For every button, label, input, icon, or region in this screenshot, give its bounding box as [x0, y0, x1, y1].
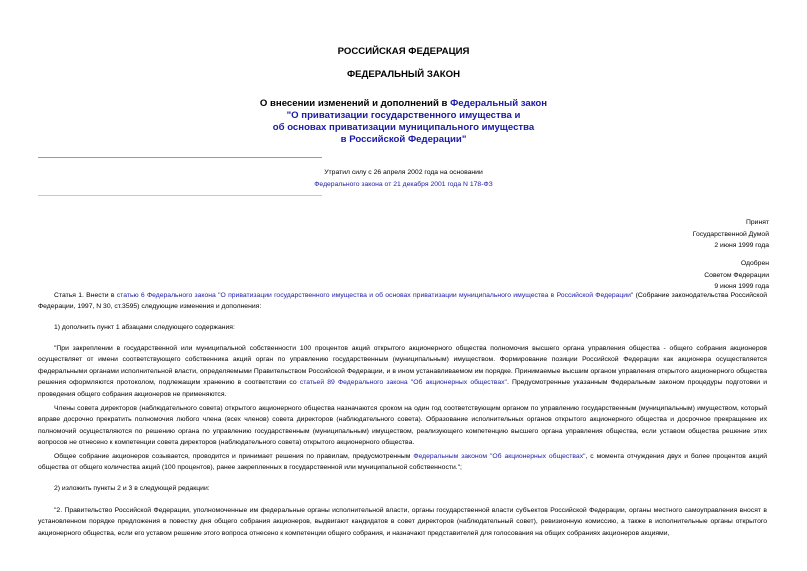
quote-2-paragraph: "2. Правительство Российской Федерации, уполномоченные им федеральные органы исполнительной власти, органы государственной власти субъектов Российской Федерации, органы местного самоуправления вносят в установленном порядке предложения в повестку дня общего собрания акционеров, выдвигают кандидатов в совет директоров (наблюдательный совет), ревизионную комиссию, а также в исполнительные органы открытого акционерного общества, если его уставом решение этого вопроса отнесено к компетенции общего собрания, и назначают представителей для голосования на общих собраниях акционеров акциями,: [38, 507, 767, 537]
approved-block: [704, 258, 769, 293]
title-line-3[interactable]: об основах приватизации муниципального имущества: [272, 122, 535, 133]
adopted-date: 2 июня 1999 года: [714, 242, 769, 249]
divider-bottom: [38, 195, 322, 196]
adopted-body: Государственной Думой: [692, 230, 769, 238]
title-prefix: О внесении изменений и дополнений в: [259, 98, 448, 109]
joint-stock-law-link[interactable]: Федеральным законом "Об акционерных обществах": [413, 453, 586, 460]
general-meeting-suffix: , с момента отчуждения двух и более процентов акций общества от общего количества акций (100 процентов), ранее закрепленных в государственной или муниципальной собственности.";: [38, 453, 767, 472]
title-line-4[interactable]: в Российской Федерации": [340, 134, 467, 145]
quote-1-text: "При закреплении в государственной или муниципальной собственности 100 процентов акций открытого акционерного общества полномочия высшего органа управления общества - общего собрания акционеров осуществляет от имени соответствующего собственника акций орган по управлению государственным (муниципальным) имуществом. Формирование позиции Российской Федерации как акционера осуществляется федеральными органами исполнительной власти, определяемыми Правительством Российской Федерации, и в ином устанавливаемом им порядке. Принимаемые высшим органом управления открытого акционерного общества решения оформляются протоколом, подлежащим хранению в соответствии со: [38, 345, 767, 387]
status-note: [0, 167, 807, 191]
title-law-link[interactable]: Федеральный закон: [450, 98, 548, 109]
article-1-suffix: (Собрание законодательства Российской Федерации, 1997, N 30, ст.3595) следующие изменения и дополнения:: [38, 292, 768, 311]
paragraph-board-of-directors: Члены совета директоров (наблюдательного совета) открытого акционерного общества назначаются сроком на один год соответствующим органом по управлению государственным (муниципальным) имуществом, который вправе досрочно прекратить полномочия любого члена (всех членов) совета директоров (наблюдательного совета). Образование исполнительных органов открытого акционерного общества и досрочное прекращение их полномочий осуществляются по решению органа по управлению государственным (муниципальным) имуществом, реализующего компетенцию высшего органа управления общества, если уставом общества решение этих вопросов не отнесено к компетенции совета директоров (наблюдательного совета) открытого акционерного общества.: [38, 405, 767, 447]
title-line-2[interactable]: "О приватизации государственного имущества и: [286, 110, 521, 121]
approved-label: Одобрен: [740, 260, 769, 267]
adopted-label: Принят: [745, 219, 769, 226]
article-89-link[interactable]: статьей 89 Федерального закона "Об акционерных обществах": [299, 379, 507, 387]
article-1-paragraph: [38, 290, 767, 313]
item-2-paragraph: 2) изложить пункты 2 и 3 в следующей редакции:: [54, 485, 210, 492]
adopted-block: [693, 217, 769, 252]
approved-body: Советом Федерации: [704, 271, 769, 279]
article-1-prefix: Статья 1. Внести в: [54, 292, 115, 299]
approved-date: 9 июня 1999 года: [714, 283, 769, 290]
repeal-law-link[interactable]: Федерального закона от 21 декабря 2001 года N 178-ФЗ: [314, 181, 493, 188]
quote-1-paragraph: [38, 343, 767, 400]
document-title: [0, 98, 807, 146]
title-line-1: [0, 98, 807, 110]
general-meeting-prefix: Общее собрание акционеров созывается, проводится и принимает решения по правилам, предусмотренным: [54, 453, 411, 460]
divider-top: [38, 157, 322, 158]
status-line: Утратил силу с 26 апреля 2002 года на основании: [324, 169, 483, 176]
quote-1-suffix: . Предусмотренные указанным Федеральным законом процедуры подготовки и проведения общего собрания акционеров не применяются.: [38, 379, 768, 398]
article-6-link[interactable]: статью 6 Федерального закона "О приватизации государственного имущества и об основах приватизации муниципального имущества в Российской Федерации": [116, 292, 634, 299]
item-1-paragraph: 1) дополнить пункт 1 абзацами следующего содержания:: [54, 324, 235, 331]
paragraph-general-meeting: [38, 451, 767, 474]
document-type-heading: ФЕДЕРАЛЬНЫЙ ЗАКОН: [346, 69, 461, 80]
country-heading: РОССИЙСКАЯ ФЕДЕРАЦИЯ: [337, 46, 470, 57]
